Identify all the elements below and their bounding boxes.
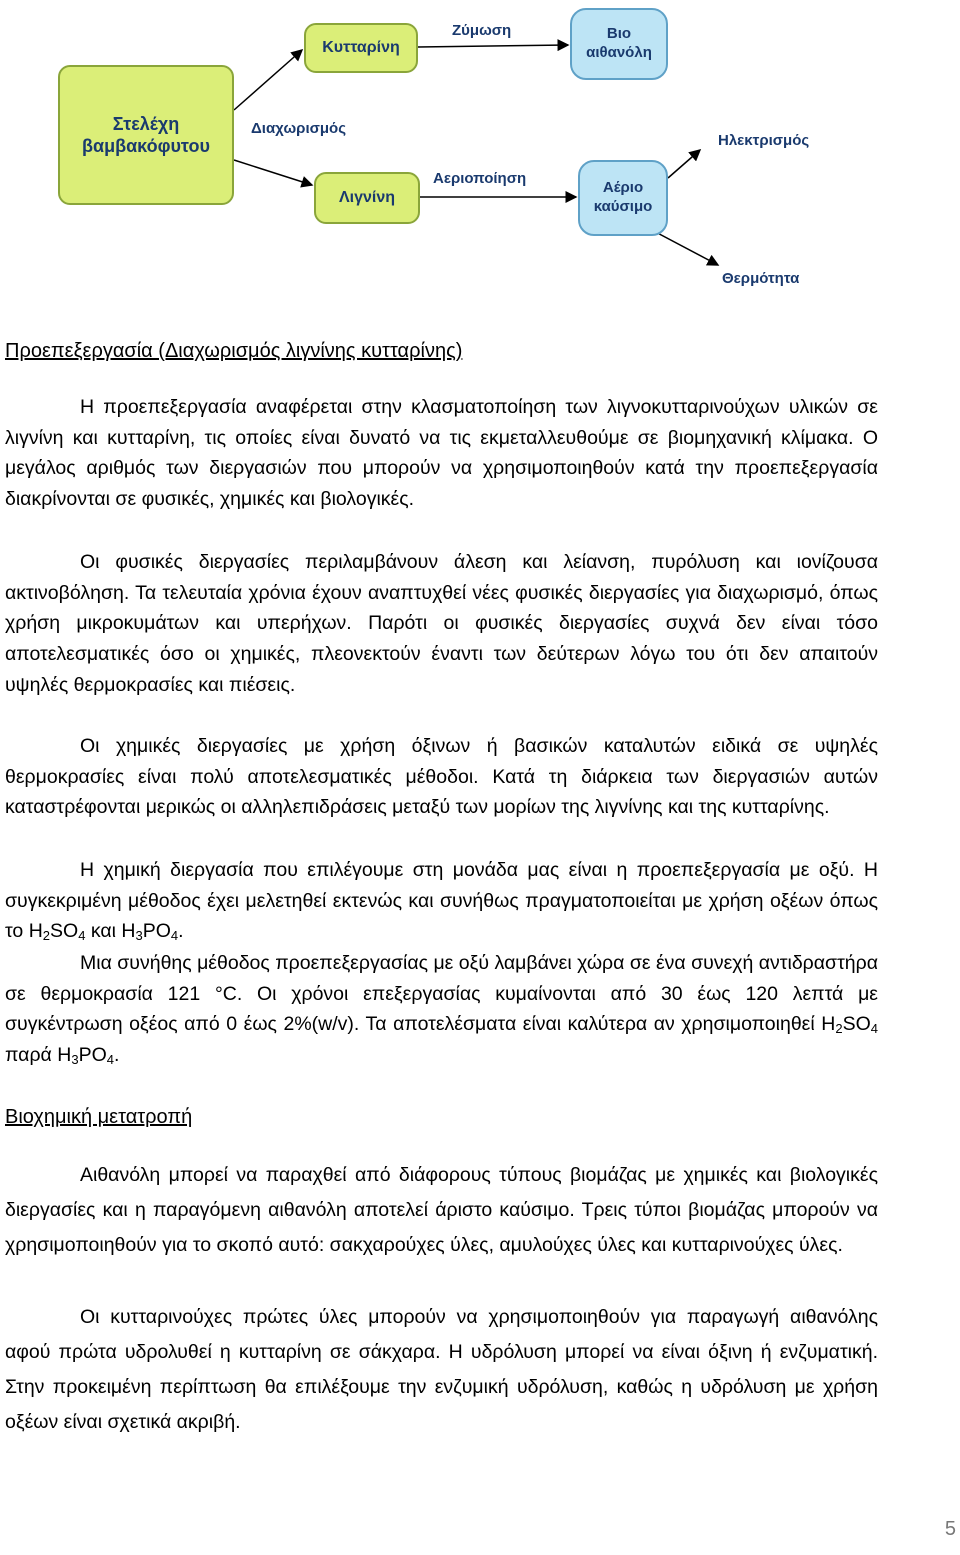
paragraph-text: Οι χημικές διεργασίες με χρήση όξινων ή βασικών καταλυτών ειδικά σε υψηλές θερμοκρασίες είναι πολύ αποτελεσματικές μέθοδοι. Κατά τη διάρκεια των διεργασιών αυτών καταστρέφονται μερικώς οι αλληλεπιδράσεις μεταξύ των μορίων της λιγνίνης και της κυτταρίνης.: [5, 735, 878, 819]
lignin-box: [314, 172, 420, 224]
gasification-label: Αεριοποίηση: [433, 170, 527, 187]
arrow-to-lignin: [234, 160, 312, 185]
fuel-gas-label: Αέριο καύσιμο: [593, 179, 653, 215]
paragraph-text: Οι κυτταρινούχες πρώτες ύλες μπορούν να χρησιμοποιηθούν για παραγωγή αιθανόλης αφού πρώτα υδρολυθεί η κυτταρίνη σε σάκχαρα. Η υδρόλυση μπορεί να είναι όξινη ή ενζυματική. Στην προκειμένη περίπτωση θα επιλέξουμε την ενζυμική υδρόλυση, καθώς η υδρόλυση με χρήση οξέων είναι σχετικά ακριβή.: [5, 1306, 878, 1433]
paragraph: [5, 392, 878, 515]
paragraph-text: Αιθανόλη μπορεί να παραχθεί από διάφορους τύπους βιομάζας με χημικές και βιολογικές διεργασίες και η παραγόμενη αιθανόλη αποτελεί άριστο καύσιμο. Τρεις τύποι βιομάζας μπορούν να χρησιμοποιηθούν για το σκοπό αυτό: σακχαρούχες ύλες, αμυλούχες ύλες και κυτταρινούχες ύλες.: [5, 1164, 878, 1256]
bioethanol-label: Βιο αιθανόλη: [586, 25, 652, 61]
paragraph: [5, 1300, 878, 1440]
cellulose-box: [304, 23, 418, 73]
paragraph-text: Η προεπεξεργασία αναφέρεται στην κλασματοποίηση των λιγνοκυτταρινούχων υλικών σε λιγνίνη και κυτταρίνη, τις οποίες είναι δυνατό να τις εκμεταλλευθούμε σε βιομηχανική κλίμακα. Ο μεγάλος αριθμός των διεργασιών που μπορούν να χρησιμοποιηθούν κατά την προεπεξεργασία διακρίνονται σε φυσικές, χημικές και βιολογικές.: [5, 396, 878, 511]
arrow-to-cellulose: [234, 50, 302, 110]
formula-h3po4: $H_3PO_4$: [121, 920, 179, 944]
paragraph: Η χημική διεργασία που επιλέγουμε στη μονάδα μας είναι η προεπεξεργασία με οξύ. Η συγκεκριμένη μέθοδος έχει μελετηθεί εκτενώς και συνήθως πραγματοποιείται με χρήση οξέων όπως το $H_2SO_4$ και $H_3PO_4$.: [5, 859, 878, 944]
arrow-to-electricity: [668, 150, 700, 178]
formula-h2so4: $H_2SO_4$: [821, 1013, 878, 1037]
paragraph: [5, 1158, 878, 1263]
stalks-label: Στελέχη βαμβακόφυτου: [82, 113, 210, 156]
stalks-box: [58, 65, 234, 205]
heat-label: Θερμότητα: [722, 270, 800, 287]
fermentation-label: Ζύμωση: [452, 22, 512, 39]
cellulose-label: Κυτταρίνη: [322, 39, 400, 56]
paragraph-text: Οι φυσικές διεργασίες περιλαμβάνουν άλεση και λείανση, πυρόλυση και ιονίζουσα ακτινοβόληση. Τα τελευταία χρόνια έχουν αναπτυχθεί νέες φυσικές διεργασίες για διαχωρισμό, όπως χρήση μικροκυμάτων και υπερήχων. Παρότι οι φυσικές διεργασίες συχνά δεν είναι τόσο αποτελεσματικές όσο οι χημικές, πλεονεκτούν έναντι των δεύτερων λόγω του ότι δεν απαιτούν υψηλές θερμοκρασίες και πιέσεις.: [5, 551, 878, 696]
lignin-label: Λιγνίνη: [338, 189, 396, 206]
electricity-label: Ηλεκτρισμός: [718, 132, 810, 149]
formula-h2so4: $H_2SO_4$: [28, 920, 86, 944]
process-diagram: [0, 0, 960, 300]
formula-h3po4: $H_3PO_4$: [57, 1044, 114, 1068]
fuel-gas-box: [578, 160, 668, 236]
page-number: 5: [944, 1518, 956, 1540]
bioethanol-box: [570, 8, 668, 80]
paragraph: [5, 731, 878, 823]
paragraph: [5, 547, 878, 701]
paragraph: Μια συνήθης μέθοδος προεπεξεργασίας με οξύ λαμβάνει χώρα σε ένα συνεχή αντιδραστήρα σε θερμοκρασία 121 °C. Οι χρόνοι επεξεργασίας κυμαίνονται από 30 έως 120 λεπτά με συγκέντρωση οξέος από 0 έως 2%(w/v). Τα αποτελέσματα είναι καλύτερα αν χρησιμοποιηθεί $H_2SO_4$ παρά $H_3PO_4$.: [5, 952, 878, 1068]
section-heading-biochemical: Βιοχημική μετατροπή: [5, 1106, 193, 1128]
separation-label: Διαχωρισμός: [251, 120, 347, 137]
section-heading-pretreatment: Προεπεξεργασία (Διαχωρισμός λιγνίνης κυτταρίνης): [5, 340, 463, 362]
arrow-to-bioethanol: [418, 45, 568, 47]
paragraph-text: Η χημική διεργασία που επιλέγουμε στη μονάδα μας είναι η προεπεξεργασία με οξύ. Η συγκεκριμένη μέθοδος έχει μελετηθεί εκτενώς και συνήθως πραγματοποιείται με χρήση οξέων όπως το: [5, 859, 878, 943]
paragraph-text: Μια συνήθης μέθοδος προεπεξεργασίας με οξύ λαμβάνει χώρα σε ένα συνεχή αντιδραστήρα σε θερμοκρασία 121 °C. Οι χρόνοι επεξεργασίας κυμαίνονται από 30 έως 120 λεπτά με συγκέντρωση οξέος από 0 έως 2%(w/v). Τα αποτελέσματα είναι καλύτερα αν χρησιμοποιηθεί: [5, 952, 878, 1036]
